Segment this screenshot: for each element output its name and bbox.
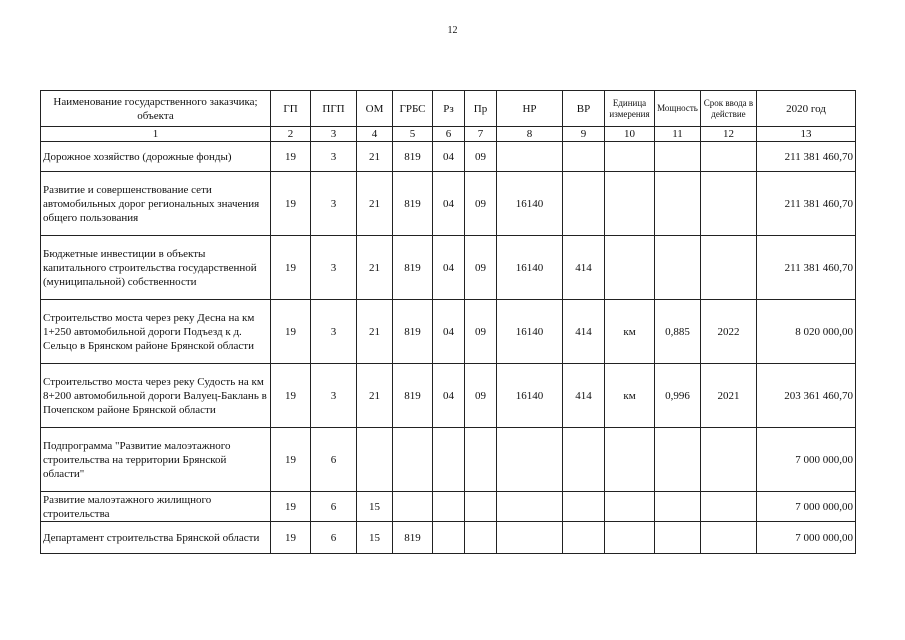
cell-rz bbox=[433, 522, 465, 554]
cell-vr bbox=[563, 492, 605, 522]
cell-nr: 16140 bbox=[497, 172, 563, 236]
cell-amount-2020: 7 000 000,00 bbox=[757, 492, 856, 522]
cell-nr bbox=[497, 428, 563, 492]
cell-om: 15 bbox=[357, 522, 393, 554]
row-name: Департамент строительства Брянской области bbox=[41, 522, 271, 554]
cell-rz: 04 bbox=[433, 142, 465, 172]
header-name: Наименование государственного заказчика; объекта bbox=[41, 91, 271, 127]
cell-commissioning bbox=[701, 522, 757, 554]
cell-nr: 16140 bbox=[497, 236, 563, 300]
column-number: 4 bbox=[357, 127, 393, 142]
cell-om: 21 bbox=[357, 236, 393, 300]
cell-rz: 04 bbox=[433, 172, 465, 236]
row-name: Подпрограмма "Развитие малоэтажного строительства на территории Брянской области" bbox=[41, 428, 271, 492]
header-capacity: Мощность bbox=[655, 91, 701, 127]
column-number: 1 bbox=[41, 127, 271, 142]
cell-gp: 19 bbox=[271, 364, 311, 428]
header-vr: ВР bbox=[563, 91, 605, 127]
cell-commissioning: 2021 bbox=[701, 364, 757, 428]
cell-gp: 19 bbox=[271, 142, 311, 172]
header-nr: НР bbox=[497, 91, 563, 127]
cell-grbs: 819 bbox=[393, 142, 433, 172]
cell-capacity: 0,885 bbox=[655, 300, 701, 364]
column-number: 5 bbox=[393, 127, 433, 142]
header-gp: ГП bbox=[271, 91, 311, 127]
cell-pr: 09 bbox=[465, 142, 497, 172]
cell-unit bbox=[605, 172, 655, 236]
table-row bbox=[41, 492, 856, 522]
header-grbs: ГРБС bbox=[393, 91, 433, 127]
cell-gp: 19 bbox=[271, 428, 311, 492]
header-pgp: ПГП bbox=[311, 91, 357, 127]
cell-om: 21 bbox=[357, 172, 393, 236]
cell-om: 21 bbox=[357, 364, 393, 428]
cell-vr: 414 bbox=[563, 236, 605, 300]
cell-pgp: 6 bbox=[311, 492, 357, 522]
cell-amount-2020: 211 381 460,70 bbox=[757, 236, 856, 300]
cell-amount-2020: 211 381 460,70 bbox=[757, 142, 856, 172]
row-name: Строительство моста через реку Десна на км 1+250 автомобильной дороги Подъезд к д. Сельцо в Брянском районе Брянской области bbox=[41, 300, 271, 364]
cell-vr: 414 bbox=[563, 364, 605, 428]
cell-gp: 19 bbox=[271, 300, 311, 364]
header-unit: Единица измерения bbox=[605, 91, 655, 127]
column-number: 8 bbox=[497, 127, 563, 142]
cell-pgp: 3 bbox=[311, 364, 357, 428]
column-number: 7 bbox=[465, 127, 497, 142]
cell-unit bbox=[605, 428, 655, 492]
column-number-row bbox=[41, 127, 856, 142]
cell-capacity bbox=[655, 172, 701, 236]
cell-commissioning bbox=[701, 236, 757, 300]
cell-grbs: 819 bbox=[393, 522, 433, 554]
column-number: 12 bbox=[701, 127, 757, 142]
cell-capacity bbox=[655, 492, 701, 522]
column-number: 3 bbox=[311, 127, 357, 142]
cell-grbs bbox=[393, 428, 433, 492]
table-row bbox=[41, 522, 856, 554]
cell-pgp: 6 bbox=[311, 522, 357, 554]
cell-commissioning bbox=[701, 172, 757, 236]
table-row bbox=[41, 172, 856, 236]
budget-table bbox=[40, 90, 856, 554]
cell-vr bbox=[563, 522, 605, 554]
row-name: Развитие малоэтажного жилищного строительства bbox=[41, 492, 271, 522]
cell-pr: 09 bbox=[465, 236, 497, 300]
cell-commissioning bbox=[701, 428, 757, 492]
header-commissioning: Срок ввода в действие bbox=[701, 91, 757, 127]
table-row bbox=[41, 428, 856, 492]
cell-rz: 04 bbox=[433, 300, 465, 364]
cell-om: 21 bbox=[357, 142, 393, 172]
cell-amount-2020: 203 361 460,70 bbox=[757, 364, 856, 428]
cell-unit: км bbox=[605, 364, 655, 428]
cell-grbs: 819 bbox=[393, 172, 433, 236]
cell-grbs: 819 bbox=[393, 364, 433, 428]
cell-capacity bbox=[655, 522, 701, 554]
header-om: ОМ bbox=[357, 91, 393, 127]
cell-om: 15 bbox=[357, 492, 393, 522]
cell-pr bbox=[465, 522, 497, 554]
cell-pgp: 6 bbox=[311, 428, 357, 492]
cell-pr: 09 bbox=[465, 300, 497, 364]
cell-capacity: 0,996 bbox=[655, 364, 701, 428]
cell-vr bbox=[563, 142, 605, 172]
cell-unit: км bbox=[605, 300, 655, 364]
cell-vr bbox=[563, 428, 605, 492]
column-number: 11 bbox=[655, 127, 701, 142]
cell-grbs: 819 bbox=[393, 300, 433, 364]
page-number: 12 bbox=[447, 25, 458, 36]
cell-vr: 414 bbox=[563, 300, 605, 364]
cell-gp: 19 bbox=[271, 522, 311, 554]
cell-amount-2020: 7 000 000,00 bbox=[757, 428, 856, 492]
row-name: Бюджетные инвестиции в объекты капитального строительства государственной (муниципальной) собственности bbox=[41, 236, 271, 300]
cell-capacity bbox=[655, 428, 701, 492]
cell-nr: 16140 bbox=[497, 364, 563, 428]
cell-pr bbox=[465, 492, 497, 522]
cell-rz: 04 bbox=[433, 364, 465, 428]
header-row bbox=[41, 91, 856, 127]
cell-commissioning bbox=[701, 142, 757, 172]
header-pr: Пр bbox=[465, 91, 497, 127]
cell-commissioning: 2022 bbox=[701, 300, 757, 364]
cell-capacity bbox=[655, 236, 701, 300]
cell-gp: 19 bbox=[271, 236, 311, 300]
header-rz: Рз bbox=[433, 91, 465, 127]
cell-pgp: 3 bbox=[311, 300, 357, 364]
column-number: 9 bbox=[563, 127, 605, 142]
cell-commissioning bbox=[701, 492, 757, 522]
cell-rz bbox=[433, 428, 465, 492]
cell-amount-2020: 7 000 000,00 bbox=[757, 522, 856, 554]
cell-grbs bbox=[393, 492, 433, 522]
table-row bbox=[41, 300, 856, 364]
row-name: Развитие и совершенствование сети автомобильных дорог региональных значения общего пользования bbox=[41, 172, 271, 236]
header-year-2020: 2020 год bbox=[757, 91, 856, 127]
cell-pgp: 3 bbox=[311, 172, 357, 236]
cell-pgp: 3 bbox=[311, 142, 357, 172]
column-number: 10 bbox=[605, 127, 655, 142]
cell-nr bbox=[497, 522, 563, 554]
row-name: Строительство моста через реку Судость на км 8+200 автомобильной дороги Валуец-Баклань в Почепском районе Брянской области bbox=[41, 364, 271, 428]
cell-gp: 19 bbox=[271, 172, 311, 236]
cell-amount-2020: 8 020 000,00 bbox=[757, 300, 856, 364]
cell-rz: 04 bbox=[433, 236, 465, 300]
cell-pr bbox=[465, 428, 497, 492]
cell-rz bbox=[433, 492, 465, 522]
cell-unit bbox=[605, 142, 655, 172]
cell-pr: 09 bbox=[465, 172, 497, 236]
column-number: 2 bbox=[271, 127, 311, 142]
cell-unit bbox=[605, 522, 655, 554]
cell-gp: 19 bbox=[271, 492, 311, 522]
cell-unit bbox=[605, 492, 655, 522]
table-row bbox=[41, 236, 856, 300]
cell-capacity bbox=[655, 142, 701, 172]
cell-unit bbox=[605, 236, 655, 300]
cell-nr bbox=[497, 492, 563, 522]
cell-amount-2020: 211 381 460,70 bbox=[757, 172, 856, 236]
column-number: 13 bbox=[757, 127, 856, 142]
cell-nr bbox=[497, 142, 563, 172]
cell-grbs: 819 bbox=[393, 236, 433, 300]
table-row bbox=[41, 364, 856, 428]
cell-om: 21 bbox=[357, 300, 393, 364]
cell-nr: 16140 bbox=[497, 300, 563, 364]
column-number: 6 bbox=[433, 127, 465, 142]
cell-pr: 09 bbox=[465, 364, 497, 428]
row-name: Дорожное хозяйство (дорожные фонды) bbox=[41, 142, 271, 172]
cell-pgp: 3 bbox=[311, 236, 357, 300]
table-row bbox=[41, 142, 856, 172]
cell-vr bbox=[563, 172, 605, 236]
cell-om bbox=[357, 428, 393, 492]
